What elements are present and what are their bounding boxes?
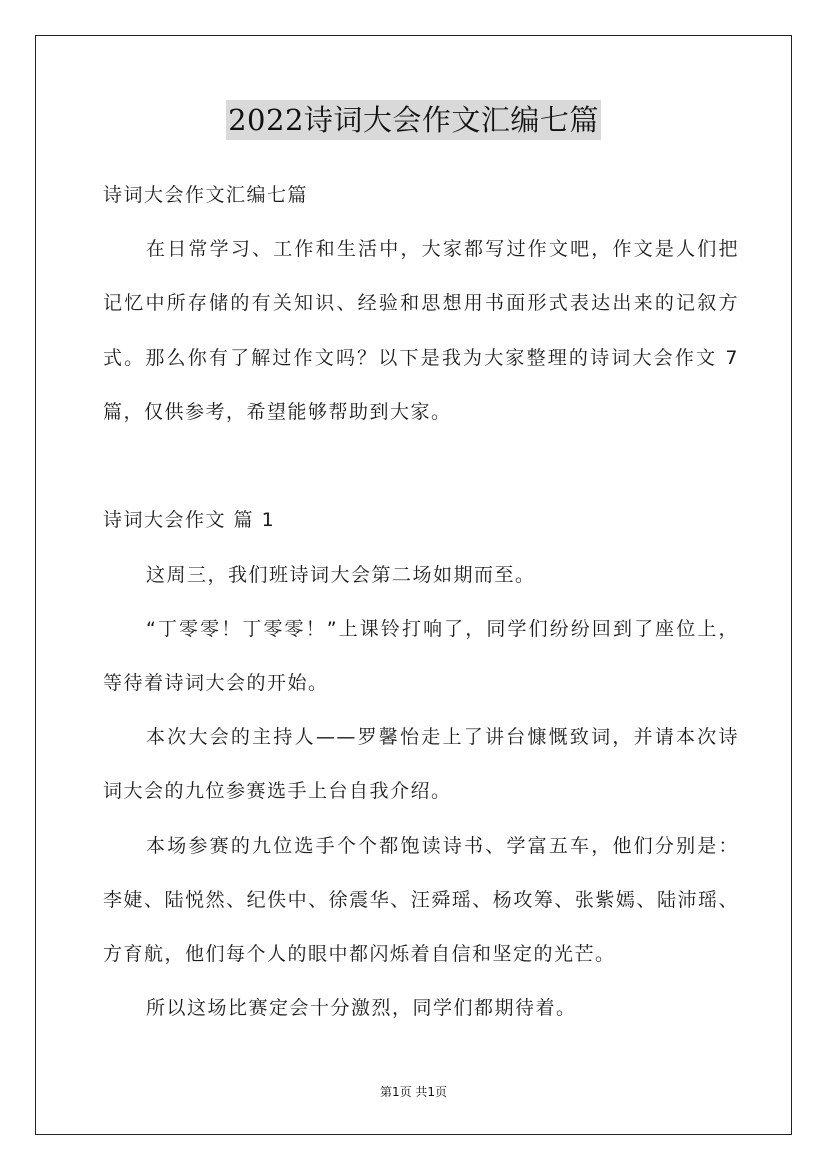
- paragraph-line: 所以这场比赛定会十分激烈，同学们都期待着。: [146, 997, 577, 1019]
- paragraph-line: 这周三，我们班诗词大会第二场如期而至。: [146, 564, 536, 586]
- paragraph-line: 本次大会的主持人——罗馨怡走上了讲台慷慨致词，并请本次诗: [146, 726, 739, 748]
- paragraph-line: “丁零零！丁零零！”上课铃打响了，同学们纷纷回到了座位上，: [146, 618, 739, 640]
- paragraph-line: 在日常学习、工作和生活中，大家都写过作文吧，作文是人们把: [146, 238, 739, 260]
- title-container: [0, 100, 827, 140]
- paragraph-line: 篇，仅供参考，希望能够帮助到大家。: [103, 401, 452, 423]
- paragraph-line: 本场参赛的九位选手个个都饱读诗书、学富五车，他们分别是：: [146, 835, 739, 857]
- paragraph-line: 等待着诗词大会的开始。: [103, 672, 329, 694]
- document-title: 2022诗词大会作文汇编七篇: [226, 100, 601, 140]
- paragraph-line: 式。那么你有了解过作文吗？以下是我为大家整理的诗词大会作文 7: [103, 347, 739, 369]
- section-heading: 诗词大会作文 篇 1: [103, 509, 276, 531]
- paragraph-line: 记忆中所存储的有关知识、经验和思想用书面形式表达出来的记叙方: [103, 292, 739, 314]
- paragraph-line: 李婕、陆悦然、纪佚中、徐震华、汪舜瑶、杨攻筹、张紫嫣、陆沛瑶、: [103, 889, 739, 911]
- paragraph-line: 词大会的九位参赛选手上台自我介绍。: [103, 780, 452, 802]
- paragraph-line: 方育航，他们每个人的眼中都闪烁着自信和坚定的光芒。: [103, 943, 616, 965]
- page-footer: 第1页 共1页: [379, 1085, 448, 1099]
- subtitle: 诗词大会作文汇编七篇: [103, 184, 309, 206]
